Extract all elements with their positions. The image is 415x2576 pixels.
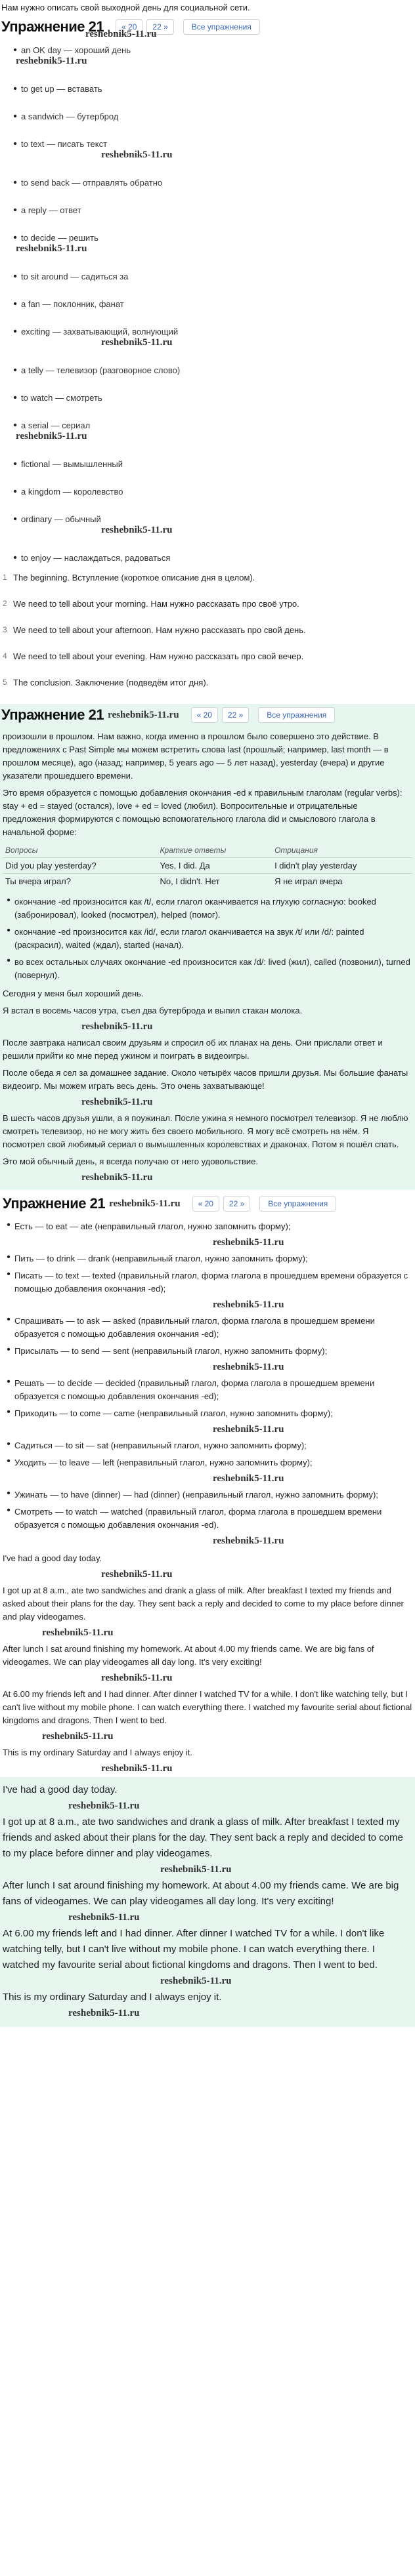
next-exercise-button[interactable]: 22 »: [223, 1196, 250, 1212]
verb-text: Есть — to eat — ate (неправильный глагол, нужно запомнить форму);: [14, 1221, 291, 1231]
verb-text: Уходить — to leave — left (неправильный глагол, нужно запомнить форму);: [14, 1458, 313, 1467]
final-paragraph: This is my ordinary Saturday and I always enjoy it.: [3, 1992, 222, 2003]
story-paragraph: Это мой обычный день, я всегда получаю от него удовольствие.: [3, 1156, 259, 1166]
bullet-icon: •: [13, 365, 17, 376]
watermark: reshebnik5-11.ru: [42, 1731, 114, 1742]
watermark: reshebnik5-11.ru: [101, 1673, 173, 1683]
verb-item: [3, 1315, 412, 1341]
watermark: reshebnik5-11.ru: [68, 1801, 140, 1811]
plan-text: We need to tell about your afternoon. Нам нужно рассказать про свой день.: [13, 625, 306, 635]
english-paragraph: After lunch I sat around finishing my homework. At about 4.00 my friends came. We are big fans of videogames. We can play videogames all day long. It's very exciting!: [3, 1644, 374, 1667]
table-row: [3, 874, 412, 889]
vocab-item: [9, 514, 412, 525]
vocab-item: [9, 393, 412, 403]
bullet-icon: •: [7, 1505, 11, 1516]
bullet-icon: •: [7, 1376, 11, 1387]
verb-item: [3, 1269, 412, 1296]
plan-text: The beginning. Вступление (короткое описание дня в целом).: [13, 573, 255, 583]
prev-exercise-button[interactable]: « 20: [116, 19, 142, 35]
vocab-text: a telly — телевизор (разговорное слово): [21, 365, 181, 375]
vocab-item: [9, 365, 412, 376]
watermark: reshebnik5-11.ru: [68, 1912, 140, 1923]
verb-item: [3, 1220, 412, 1233]
watermark: reshebnik5-11.ru: [109, 1198, 181, 1209]
bullet-icon: •: [13, 232, 17, 243]
watermark: reshebnik5-11.ru: [85, 29, 157, 39]
watermark: reshebnik5-11.ru: [81, 1172, 153, 1183]
vocab-text: ordinary — обычный: [21, 514, 101, 524]
verbs-list: [3, 1220, 412, 1547]
plan-number: 5: [3, 678, 7, 687]
vocab-text: to text — писать текст: [21, 139, 108, 149]
english-paragraph: I got up at 8 a.m., ate two sandwiches and drank a glass of milk. After breakfast I texted my friends and asked about their plans for the day. They sent back a reply and decided to come to my place before dinner and play videogames.: [3, 1585, 404, 1622]
watermark: reshebnik5-11.ru: [160, 1864, 232, 1875]
vocab-text: a serial — сериал: [21, 420, 91, 430]
vocab-text: a sandwich — бутерброд: [21, 112, 119, 121]
verb-item: [3, 1345, 412, 1358]
grammar-paragraph: Это время образуется с помощью добавления окончания -ed к правильным глаголам (regular verbs): stay + ed = stayed (остался), love + ed = loved (любил). Вопросительные и отрицательные предложения формируются с помощью вспомогательного глагола did и смыслового глагола в начальной форме:: [3, 788, 403, 837]
vocab-item: [9, 487, 412, 497]
english-paragraph: I've had a good day today.: [3, 1553, 102, 1563]
table-cell: Yes, I did. Да: [157, 858, 272, 874]
watermark: reshebnik5-11.ru: [108, 709, 179, 720]
final-story-section: [0, 1777, 415, 2027]
vocab-item: [9, 178, 412, 188]
plan-number: 3: [3, 625, 7, 634]
vocab-item: [9, 420, 412, 431]
bullet-icon: •: [13, 298, 17, 310]
table-cell: I didn't play yesterday: [272, 858, 412, 874]
verb-item: [3, 1505, 412, 1532]
verb-item: [3, 1407, 412, 1420]
list-item: [3, 956, 412, 982]
watermark: reshebnik5-11.ru: [81, 1097, 153, 1107]
bullet-icon: •: [7, 895, 11, 906]
list-item-text: во всех остальных случаях окончание -ed произносится как /d/: lived (жил), called (позвонил), turned (повернул).: [14, 957, 410, 980]
table-cell: Ты вчера играл?: [3, 874, 157, 889]
vocab-text: an OK day — хороший день: [21, 45, 131, 55]
next-exercise-button[interactable]: 22 »: [222, 707, 249, 723]
plan-item: [3, 625, 412, 636]
watermark: reshebnik5-11.ru: [160, 1976, 232, 1986]
bullet-icon: •: [13, 177, 17, 188]
final-paragraph: At 6.00 my friends left and I had dinner. After dinner I watched TV for a while. I don't like watching telly, but I can't live without my mobile phone. I can watch everything there. I watched my favourite serial about fictional kingdoms and dragons. Then I went to bed.: [3, 1928, 385, 1971]
pronunciation-list: [3, 895, 412, 982]
watermark: reshebnik5-11.ru: [16, 431, 87, 441]
watermark: reshebnik5-11.ru: [101, 1763, 173, 1774]
verb-text: Присылать — to send — sent (неправильный глагол, нужно запомнить форму);: [14, 1346, 328, 1356]
vocab-text: to get up — вставать: [21, 84, 102, 94]
vocab-text: exciting — захватывающий, волнующий: [21, 327, 179, 337]
bullet-icon: •: [7, 1314, 11, 1325]
bullet-icon: •: [7, 1269, 11, 1280]
table-row: [3, 858, 412, 874]
vocab-text: to enjoy — наслаждаться, радоваться: [21, 553, 171, 563]
grammar-paragraph: произошли в прошлом. Нам важно, когда именно в прошлом было совершено это действие. В предложениях с Past Simple мы можем встретить слова last (прошлый; например, last month — в прошлом месяце), ago (назад; например, 5 years ago — 5 лет назад), yesterday (вчера) и другие указатели прошедшего времени.: [3, 731, 389, 781]
vocab-item: [9, 553, 412, 563]
watermark: reshebnik5-11.ru: [101, 525, 173, 535]
vocab-item: [9, 233, 412, 243]
english-paragraph: This is my ordinary Saturday and I always enjoy it.: [3, 1748, 193, 1757]
table-cell: No, I didn't. Нет: [157, 874, 272, 889]
bullet-icon: •: [7, 1488, 11, 1499]
final-paragraph: After lunch I sat around finishing my homework. At about 4.00 my friends came. We are big fans of videogames. We can play videogames all day long. It's very exciting!: [3, 1880, 399, 1907]
bullet-icon: •: [13, 459, 17, 470]
verb-text: Садиться — to sit — sat (неправильный глагол, нужно запомнить форму);: [14, 1441, 307, 1450]
bullet-icon: •: [13, 205, 17, 216]
bullet-icon: •: [13, 552, 17, 563]
plan-item: [3, 573, 412, 583]
bullet-icon: •: [13, 420, 17, 431]
verb-text: Приходить — to come — came (неправильный глагол, нужно запомнить форму);: [14, 1408, 333, 1418]
watermark: reshebnik5-11.ru: [213, 1536, 284, 1546]
plan-item: [3, 599, 412, 609]
watermark: reshebnik5-11.ru: [213, 1299, 284, 1310]
vocab-text: a kingdom — королевство: [21, 487, 123, 497]
all-exercises-button[interactable]: Все упражнения: [259, 1196, 336, 1212]
bullet-icon: •: [13, 138, 17, 150]
list-item-text: окончание -ed произносится как /t/, если глагол оканчивается на глухую согласную: booked (забронировал), looked (посмотрел), helped (помог).: [14, 897, 376, 920]
plan-text: We need to tell about your morning. Нам нужно рассказать про своё утро.: [13, 599, 299, 609]
vocab-item: [9, 112, 412, 122]
vocab-list: [0, 45, 415, 563]
table-cell: Did you play yesterday?: [3, 858, 157, 874]
english-paragraph: At 6.00 my friends left and I had dinner. After dinner I watched TV for a while. I don't like watching telly, but I can't live without my mobile phone. I can watch everything there. I watched my favourite serial about fictional kingdoms and dragons. Then I went to bed.: [3, 1689, 412, 1725]
plan-item: [3, 651, 412, 662]
plan-number: 4: [3, 651, 7, 661]
plan-item: [3, 678, 412, 688]
verb-item: [3, 1252, 412, 1265]
bullet-icon: •: [13, 326, 17, 337]
did-table: [3, 843, 412, 889]
table-header: Вопросы: [5, 846, 38, 855]
bullet-icon: •: [13, 45, 17, 56]
list-item: [3, 926, 412, 952]
vocab-text: to sit around — садиться за: [21, 272, 129, 281]
list-item-text: окончание -ed произносится как /id/, если глагол оканчивается на звук /t/ или /d/: painted (раскрасил), waited (ждал), started (начал).: [14, 927, 364, 950]
bullet-icon: •: [13, 111, 17, 122]
watermark: reshebnik5-11.ru: [101, 1569, 173, 1580]
verbs-section: [0, 1190, 415, 1777]
verb-item: [3, 1439, 412, 1452]
exercise-title: Упражнение 21: [1, 706, 104, 723]
vocab-text: to send back — отправлять обратно: [21, 178, 163, 188]
verb-text: Спрашивать — to ask — asked (правильный глагол, форма глагола в прошедшем времени образуется с помощью добавления окончания -ed);: [14, 1316, 375, 1339]
watermark: reshebnik5-11.ru: [16, 56, 87, 66]
watermark: reshebnik5-11.ru: [213, 1473, 284, 1484]
exercise-title: Упражнение 21: [3, 1195, 106, 1212]
watermark: reshebnik5-11.ru: [213, 1237, 284, 1248]
bullet-icon: •: [7, 1219, 11, 1231]
bullet-icon: •: [13, 83, 17, 94]
vocab-item: [9, 327, 412, 337]
watermark: reshebnik5-11.ru: [81, 1021, 153, 1032]
verb-text: Смотреть — to watch — watched (правильный глагол, форма глагола в прошедшем времени образуется с помощью добавления окончания -ed).: [14, 1507, 382, 1530]
verb-text: Ужинать — to have (dinner) — had (dinner) (неправильный глагол, нужно запомнить форму);: [14, 1490, 378, 1500]
bullet-icon: •: [13, 514, 17, 525]
bullet-icon: •: [7, 1406, 11, 1418]
final-paragraph: I got up at 8 a.m., ate two sandwiches and drank a glass of milk. After breakfast I texted my friends and asked about their plans for the day. They sent back a reply and decided to come to my place before dinner and play videogames.: [3, 1816, 403, 1859]
table-cell: Я не играл вчера: [272, 874, 412, 889]
vocab-text: to watch — смотреть: [21, 393, 102, 403]
vocab-text: a fan — поклонник, фанат: [21, 299, 124, 309]
grammar-section: [0, 704, 415, 1190]
story-paragraph: Я встал в восемь часов утра, съел два бутерброда и выпил стакан молока.: [3, 1006, 303, 1015]
story-paragraph: Сегодня у меня был хороший день.: [3, 989, 144, 998]
vocab-item: [9, 45, 412, 56]
vocab-item: [9, 272, 412, 282]
bullet-icon: •: [13, 486, 17, 497]
bullet-icon: •: [7, 1344, 11, 1355]
verb-item: [3, 1377, 412, 1403]
plan-text: We need to tell about your evening. Нам нужно рассказать про свой вечер.: [13, 651, 304, 661]
vocab-text: a reply — ответ: [21, 205, 81, 215]
table-header: Краткие ответы: [160, 846, 227, 855]
vocab-text: fictional — вымышленный: [21, 459, 123, 469]
prev-exercise-button[interactable]: « 20: [192, 1196, 219, 1212]
prev-exercise-button[interactable]: « 20: [191, 707, 218, 723]
story-paragraph: После обеда я сел за домашнее задание. Около четырёх часов пришли друзья. Мы большие фанаты видеоигр. Мы можем играть весь день. Это очень захватывающе!: [3, 1068, 408, 1091]
final-paragraph: I've had a good day today.: [3, 1784, 118, 1795]
all-exercises-button[interactable]: Все упражнения: [258, 707, 335, 723]
verb-item: [3, 1456, 412, 1469]
vocab-item: [9, 84, 412, 94]
verb-item: [3, 1488, 412, 1502]
bullet-icon: •: [7, 1439, 11, 1450]
bullet-icon: •: [13, 392, 17, 403]
plan-number: 1: [3, 573, 7, 582]
vocab-item: [9, 139, 412, 150]
plan-list: [0, 563, 415, 688]
all-exercises-button[interactable]: Все упражнения: [183, 19, 260, 35]
vocab-item: [9, 459, 412, 470]
watermark: reshebnik5-11.ru: [42, 1627, 114, 1638]
verb-text: Пить — to drink — drank (неправильный глагол, нужно запомнить форму);: [14, 1254, 308, 1263]
plan-number: 2: [3, 599, 7, 608]
next-exercise-button[interactable]: 22 »: [146, 19, 173, 35]
watermark: reshebnik5-11.ru: [213, 1424, 284, 1435]
table-header: Отрицания: [274, 846, 318, 855]
watermark: reshebnik5-11.ru: [16, 243, 87, 254]
bullet-icon: •: [13, 271, 17, 282]
verb-text: Решать — to decide — decided (правильный глагол, форма глагола в прошедшем времени образуется с помощью добавления окончания -ed);: [14, 1378, 375, 1401]
vocab-item: [9, 299, 412, 310]
vocab-item: [9, 205, 412, 216]
bullet-icon: •: [7, 925, 11, 936]
list-item: [3, 895, 412, 922]
watermark: reshebnik5-11.ru: [213, 1362, 284, 1372]
watermark: reshebnik5-11.ru: [101, 337, 173, 348]
plan-text: The conclusion. Заключение (подведём итог дня).: [13, 678, 209, 687]
watermark: reshebnik5-11.ru: [68, 2008, 140, 2018]
intro-text: Нам нужно описать свой выходной день для социальной сети.: [1, 3, 250, 12]
bullet-icon: •: [7, 955, 11, 966]
exercise-title: Упражнение 21: [1, 18, 104, 35]
story-paragraph: После завтрака написал своим друзьям и спросил об их планах на день. Они прислали ответ и решили прийти ко мне перед ужином и поиграть в видеоигры.: [3, 1038, 383, 1061]
bullet-icon: •: [7, 1456, 11, 1467]
verb-text: Писать — to text — texted (правильный глагол, форма глагола в прошедшем времени образуется с помощью добавления окончания -ed);: [14, 1271, 408, 1294]
story-paragraph: В шесть часов друзья ушли, а я поужинал. После ужина я немного посмотрел телевизор. Я не люблю смотреть телевизор, но не могу жить без своего мобильного. Я могу всё смотреть на нём. Я посмотрел свой любимый сериал о вымышленных королевствах и драконах. Потом я пошёл спать.: [3, 1113, 408, 1149]
vocab-text: to decide — решить: [21, 233, 98, 243]
watermark: reshebnik5-11.ru: [101, 150, 173, 160]
bullet-icon: •: [7, 1252, 11, 1263]
